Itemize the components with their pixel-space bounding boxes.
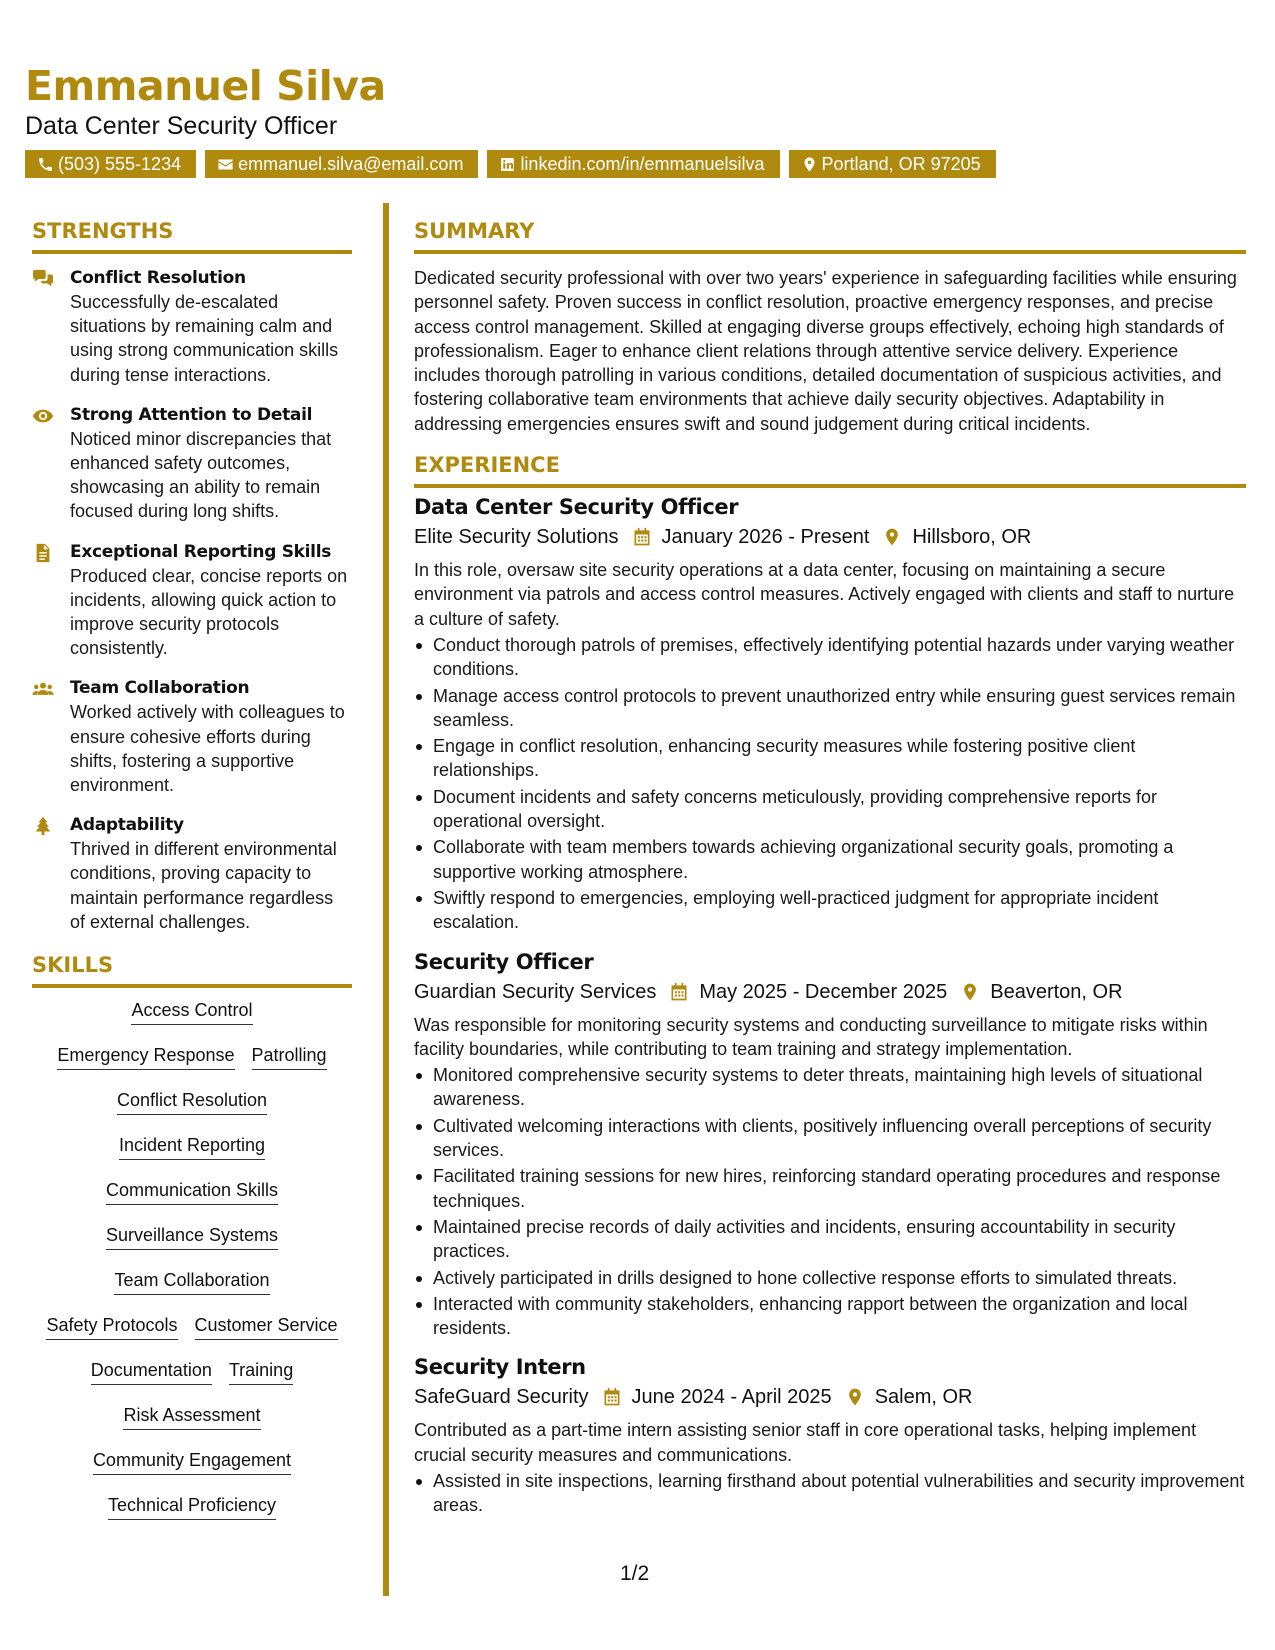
list-item: Interacted with community stakeholders, enhancing rapport between the organization and local residents. [414, 1292, 1246, 1341]
list-item: Cultivated welcoming interactions with clients, positively influencing overall perceptions of security services. [414, 1114, 1246, 1163]
job-entry [414, 492, 1246, 934]
page-number: 1/2 [620, 1562, 650, 1585]
list-item: Actively participated in drills designed to hone collective response efforts to simulated threats. [414, 1266, 1246, 1290]
strength-item [32, 266, 352, 387]
resume-header [25, 62, 1255, 178]
document-icon [32, 543, 54, 563]
summary-text: Dedicated security professional with over two years' experience in safeguarding facilities while ensuring personnel safety. Proven success in conflict resolution, proactive emergency responses, and precise access control management. Skilled at engaging diverse groups effectively, echoing high standards of professionalism. Eager to enhance client relations through attentive service delivery. Experience includes thorough patrolling in various conditions, detailed documentation of suspicious activities, and fostering collaborative team environments that achieve daily security objectives. Adaptability in addressing emergencies ensures swift and sound judgement during critical incidents. [414, 268, 1237, 434]
job-meta [414, 977, 1246, 1007]
skill-row [32, 1305, 352, 1350]
job-location: Beaverton, OR [990, 980, 1123, 1003]
summary-heading: SUMMARY [414, 216, 1246, 254]
contact-email-text: emmanuel.silva@email.com [238, 154, 464, 174]
strength-title: Conflict Resolution [70, 268, 246, 288]
location-pin-icon [845, 1387, 865, 1407]
job-title: Security Officer [414, 949, 594, 974]
job-dates: May 2025 - December 2025 [699, 980, 948, 1003]
candidate-title: Data Center Security Officer [25, 112, 338, 140]
chat-bubbles-icon [32, 269, 54, 289]
job-description: Contributed as a part-time intern assisting senior staff in core operational tasks, helping implement crucial security measures and communications. [414, 1420, 1197, 1465]
skills-heading: SKILLS [32, 950, 352, 988]
skill-tag: Technical Proficiency [108, 1493, 276, 1520]
skill-tag: Emergency Response [57, 1043, 234, 1070]
strength-title: Exceptional Reporting Skills [70, 541, 332, 562]
job-title: Security Intern [414, 1355, 586, 1380]
calendar-icon [632, 527, 652, 547]
skill-row [32, 1035, 352, 1080]
strength-item [32, 813, 352, 934]
job-meta [414, 1382, 1246, 1412]
strength-item [32, 403, 352, 524]
contact-location-text: Portland, OR 97205 [821, 154, 981, 174]
column-divider [383, 203, 389, 1596]
contact-bar [25, 150, 1255, 178]
job-location: Salem, OR [874, 1386, 973, 1409]
skill-tag: Customer Service [195, 1313, 338, 1340]
users-icon [32, 679, 54, 699]
skills-list [32, 990, 352, 1530]
left-column [32, 216, 352, 1530]
right-column [414, 216, 1246, 1530]
skill-tag: Team Collaboration [114, 1268, 269, 1295]
strength-title: Adaptability [70, 815, 184, 836]
job-bullets [414, 1063, 1246, 1340]
skill-row [32, 1260, 352, 1305]
skill-tag: Documentation [91, 1358, 212, 1385]
contact-location[interactable] [789, 150, 996, 178]
experience-heading: EXPERIENCE [414, 450, 1246, 488]
skill-tag: Communication Skills [106, 1178, 278, 1205]
skill-tag: Incident Reporting [119, 1133, 265, 1160]
calendar-icon [669, 982, 689, 1002]
job-bullets [414, 1469, 1246, 1518]
contact-email[interactable] [205, 150, 478, 178]
list-item: Facilitated training sessions for new hires, reinforcing standard operating procedures and response techniques. [414, 1164, 1246, 1213]
skill-tag: Patrolling [252, 1043, 327, 1070]
skill-row [32, 1170, 352, 1215]
list-item: Swiftly respond to emergencies, employing well-practiced judgment for appropriate incident escalation. [414, 886, 1246, 935]
list-item: Document incidents and safety concerns meticulously, providing comprehensive reports for operational oversight. [414, 785, 1246, 834]
candidate-name: Emmanuel Silva [25, 62, 386, 110]
skill-tag: Community Engagement [93, 1448, 291, 1475]
job-title: Data Center Security Officer [414, 495, 739, 520]
skill-row [32, 1350, 352, 1395]
job-description: In this role, oversaw site security operations at a data center, focusing on maintaining a secure environment via patrols and access control measures. Actively engaged with clients and staff to nurture a culture of safety. [414, 560, 1235, 629]
job-dates: June 2024 - April 2025 [631, 1386, 832, 1409]
skill-tag: Safety Protocols [46, 1313, 177, 1340]
job-entry [414, 1352, 1246, 1517]
strength-item [32, 540, 352, 661]
linkedin-icon [499, 156, 516, 173]
list-item: Monitored comprehensive security systems to deter threats, maintaining high levels of situational awareness. [414, 1063, 1246, 1112]
skill-tag: Conflict Resolution [117, 1088, 267, 1115]
job-description: Was responsible for monitoring security systems and conducting surveillance to mitigate risks within facility boundaries, while contributing to team training and strategy implementation. [414, 1014, 1208, 1059]
skill-tag: Access Control [131, 998, 252, 1025]
eye-icon [32, 406, 54, 426]
job-company: SafeGuard Security [414, 1386, 589, 1409]
calendar-icon [602, 1387, 622, 1407]
job-dates: January 2026 - Present [661, 526, 870, 549]
job-entry [414, 947, 1246, 1341]
list-item: Engage in conflict resolution, enhancing security measures while fostering positive client relationships. [414, 734, 1246, 783]
strength-desc: Successfully de-escalated situations by remaining calm and using strong communication skills during tense interactions. [70, 292, 339, 385]
strength-title: Team Collaboration [70, 678, 250, 699]
contact-phone-text: (503) 555-1234 [58, 154, 182, 174]
contact-linkedin-text: linkedin.com/in/emmanuelsilva [520, 154, 765, 174]
skill-row [32, 1395, 352, 1440]
location-pin-icon [801, 156, 818, 173]
skill-row [32, 1125, 352, 1170]
strength-desc: Worked actively with colleagues to ensure cohesive efforts during shifts, fostering a supportive environment. [70, 702, 345, 796]
strength-title: Strong Attention to Detail [70, 404, 313, 425]
phone-icon [37, 156, 54, 173]
skill-row [32, 1215, 352, 1260]
job-meta [414, 522, 1246, 552]
list-item: Collaborate with team members towards achieving organizational security goals, promoting a supportive working atmosphere. [414, 835, 1246, 884]
job-bullets [414, 633, 1246, 935]
strength-desc: Noticed minor discrepancies that enhanced safety outcomes, showcasing an ability to remain focused during long shifts. [70, 428, 332, 522]
strength-desc: Produced clear, concise reports on incidents, allowing quick action to improve security protocols consistently. [70, 565, 348, 659]
skill-row [32, 1485, 352, 1530]
tree-icon [32, 816, 54, 836]
job-company: Guardian Security Services [414, 980, 657, 1003]
envelope-icon [217, 156, 234, 173]
list-item: Maintained precise records of daily activities and incidents, ensuring accountability in security practices. [414, 1215, 1246, 1264]
strengths-heading: STRENGTHS [32, 216, 352, 254]
location-pin-icon [882, 527, 902, 547]
skill-tag: Risk Assessment [123, 1403, 260, 1430]
list-item: Conduct thorough patrols of premises, effectively identifying potential hazards under varying weather conditions. [414, 633, 1246, 682]
job-company: Elite Security Solutions [414, 526, 619, 549]
skill-row [32, 1440, 352, 1485]
location-pin-icon [960, 982, 980, 1002]
skill-tag: Surveillance Systems [106, 1223, 278, 1250]
contact-linkedin[interactable] [487, 150, 779, 178]
strength-item [32, 676, 352, 797]
contact-phone[interactable] [25, 150, 196, 178]
list-item: Manage access control protocols to prevent unauthorized entry while ensuring guest services remain seamless. [414, 684, 1246, 733]
strength-desc: Thrived in different environmental conditions, proving capacity to maintain performance regardless of external challenges. [70, 839, 337, 932]
skill-row [32, 1080, 352, 1125]
job-location: Hillsboro, OR [912, 526, 1032, 549]
skill-tag: Training [229, 1358, 293, 1385]
skill-row [32, 990, 352, 1035]
list-item: Assisted in site inspections, learning firsthand about potential vulnerabilities and security improvement areas. [414, 1469, 1246, 1518]
